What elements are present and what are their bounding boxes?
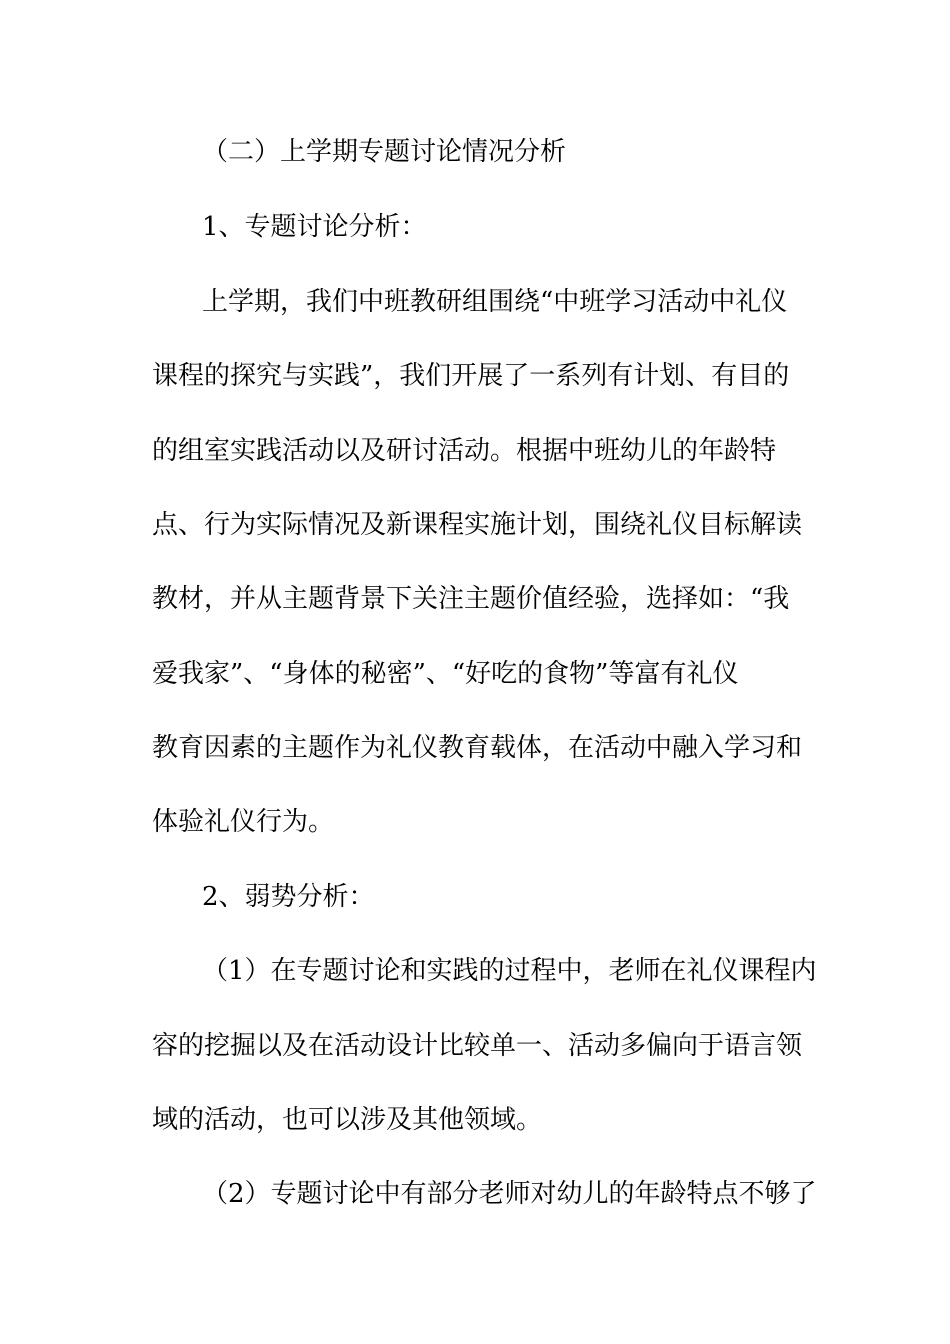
paragraph-3-line: （2）专题讨论中有部分老师对幼儿的年龄特点不够了 bbox=[202, 1179, 817, 1209]
paragraph-1-line: 体验礼仪行为。 bbox=[152, 807, 335, 837]
paragraph-2-line: （1）在专题讨论和实践的过程中，老师在礼仪课程内 bbox=[202, 956, 817, 986]
paragraph-2-line: 容的挖掘以及在活动设计比较单一、活动多偏向于语言领 bbox=[152, 1031, 803, 1061]
section-2-title: 2、弱势分析： bbox=[202, 882, 375, 912]
paragraph-1-line: 上学期，我们中班教研组围绕“中班学习活动中礼仪 bbox=[202, 287, 788, 317]
paragraph-1-line: 爱我家”、“身体的秘密”、“好吃的食物”等富有礼仪 bbox=[152, 659, 739, 689]
section-1-title: 1、专题讨论分析： bbox=[202, 212, 427, 242]
paragraph-1-line: 教育因素的主题作为礼仪教育载体，在活动中融入学习和 bbox=[152, 733, 803, 763]
paragraph-1-line: 课程的探究与实践”，我们开展了一系列有计划、有目的 bbox=[152, 361, 790, 391]
paragraph-1-line: 点、行为实际情况及新课程实施计划，围绕礼仪目标解读 bbox=[152, 510, 803, 540]
paragraph-1-line: 的组室实践活动以及研讨活动。根据中班幼儿的年龄特 bbox=[152, 436, 777, 466]
section-heading: （二）上学期专题讨论情况分析 bbox=[202, 137, 567, 167]
paragraph-1-line: 教材，并从主题背景下关注主题价值经验，选择如：“我 bbox=[152, 584, 790, 614]
paragraph-2-line: 域的活动，也可以涉及其他领域。 bbox=[152, 1105, 543, 1135]
